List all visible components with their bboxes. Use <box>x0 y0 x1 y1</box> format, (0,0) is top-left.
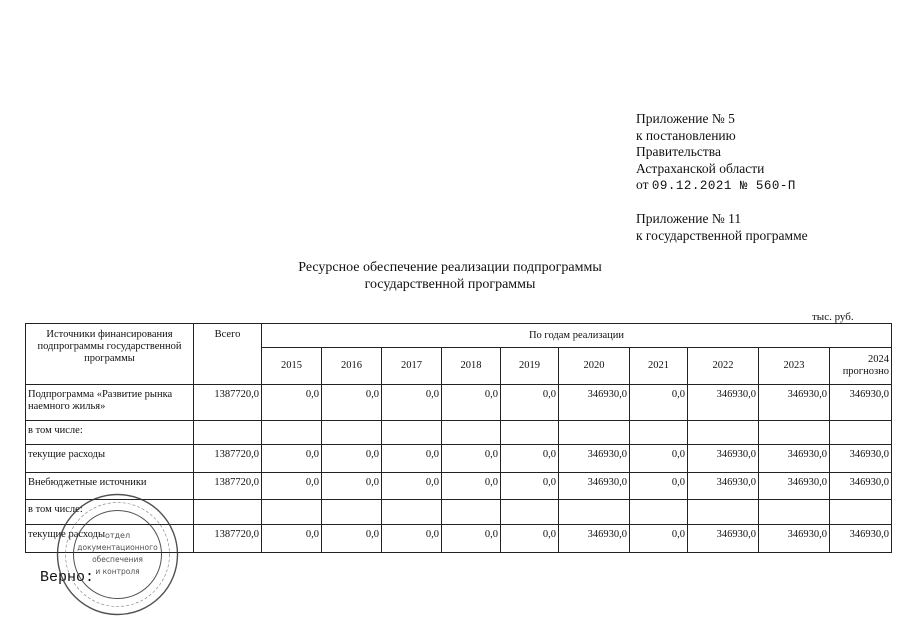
title-line1: Ресурсное обеспечение реализации подпрограммы <box>298 260 602 275</box>
row-value <box>262 421 322 445</box>
stamp-line3: обеспечения <box>92 555 143 564</box>
header-year-3: 2018 <box>442 348 501 385</box>
header-year-9: 2024 прогнозно <box>830 348 892 385</box>
header-year-6: 2021 <box>630 348 688 385</box>
row-value: 0,0 <box>322 473 382 500</box>
row-total: 1387720,0 <box>194 473 262 500</box>
row-value <box>501 421 559 445</box>
row-label: текущие расходы <box>26 525 194 553</box>
row-value: 0,0 <box>501 525 559 553</box>
row-value <box>759 421 830 445</box>
row-value <box>830 500 892 525</box>
stamp-line1: отдел <box>104 531 131 540</box>
row-value <box>442 500 501 525</box>
appendix-5-line1: Приложение № 5 <box>636 111 735 126</box>
row-value: 346930,0 <box>688 385 759 421</box>
row-value: 0,0 <box>442 445 501 473</box>
row-value <box>382 500 442 525</box>
row-value: 346930,0 <box>830 473 892 500</box>
row-value: 346930,0 <box>559 445 630 473</box>
row-label: в том числе: <box>26 500 194 525</box>
row-total <box>194 500 262 525</box>
date-prefix: от <box>636 177 649 192</box>
row-value: 0,0 <box>442 385 501 421</box>
header-year-5: 2020 <box>559 348 630 385</box>
row-value: 346930,0 <box>559 473 630 500</box>
header-row-1 <box>26 324 892 348</box>
row-value: 346930,0 <box>759 525 830 553</box>
header-year-1: 2016 <box>322 348 382 385</box>
row-value <box>688 500 759 525</box>
appendix-5-block <box>636 111 796 195</box>
row-value <box>501 500 559 525</box>
stamp-line4: и контроля <box>95 567 140 576</box>
row-value: 346930,0 <box>688 473 759 500</box>
table-row <box>26 421 892 445</box>
row-value: 0,0 <box>262 385 322 421</box>
row-value: 346930,0 <box>688 445 759 473</box>
appendix-5-line3: Правительства <box>636 144 721 159</box>
row-value <box>830 421 892 445</box>
row-value: 0,0 <box>442 473 501 500</box>
row-total: 1387720,0 <box>194 385 262 421</box>
row-value <box>322 500 382 525</box>
header-year-7: 2022 <box>688 348 759 385</box>
title-line2: государственной программы <box>364 277 536 292</box>
row-value: 0,0 <box>322 445 382 473</box>
row-value: 0,0 <box>501 473 559 500</box>
row-value <box>759 500 830 525</box>
row-value <box>630 500 688 525</box>
table-row <box>26 445 892 473</box>
row-value <box>630 421 688 445</box>
appendix-11-line2: к государственной программе <box>636 227 808 243</box>
row-value: 0,0 <box>442 525 501 553</box>
appendix-5-line4: Астраханской области <box>636 160 765 176</box>
appendix-5-line2: к постановлению <box>636 127 736 143</box>
table-row <box>26 385 892 421</box>
row-value: 0,0 <box>630 525 688 553</box>
row-value: 346930,0 <box>830 385 892 421</box>
row-label: в том числе: <box>26 421 194 445</box>
stamp-line2: документационного <box>77 543 158 552</box>
verno-label: Верно: <box>40 569 95 586</box>
row-value: 0,0 <box>262 473 322 500</box>
row-value: 0,0 <box>501 445 559 473</box>
row-label: Подпрограмма «Развитие рынка наемного жилья» <box>26 385 194 421</box>
row-value: 346930,0 <box>559 385 630 421</box>
row-value: 0,0 <box>262 525 322 553</box>
row-value: 346930,0 <box>759 473 830 500</box>
row-value: 0,0 <box>382 473 442 500</box>
document-title <box>250 259 650 293</box>
row-label: Внебюджетные источники <box>26 473 194 500</box>
row-value: 0,0 <box>382 525 442 553</box>
header-year-2: 2017 <box>382 348 442 385</box>
row-value: 0,0 <box>322 525 382 553</box>
row-value <box>559 500 630 525</box>
header-source: Источники финансирования подпрограммы государственной программы <box>26 324 194 385</box>
row-value: 0,0 <box>630 385 688 421</box>
row-value: 0,0 <box>382 385 442 421</box>
appendix-5-date-line <box>636 177 796 195</box>
row-value <box>322 421 382 445</box>
row-value <box>262 500 322 525</box>
units-label: тыс. руб. <box>812 311 854 323</box>
appendix-11-block <box>636 211 808 244</box>
header-year-8: 2023 <box>759 348 830 385</box>
row-value <box>442 421 501 445</box>
row-value: 346930,0 <box>688 525 759 553</box>
header-year-4: 2019 <box>501 348 559 385</box>
row-value: 346930,0 <box>559 525 630 553</box>
date-value: 09.12.2021 № 560-П <box>651 179 796 193</box>
row-value: 0,0 <box>322 385 382 421</box>
row-value: 0,0 <box>262 445 322 473</box>
row-total <box>194 421 262 445</box>
header-total: Всего <box>194 324 262 385</box>
row-value <box>382 421 442 445</box>
row-value: 346930,0 <box>759 445 830 473</box>
header-year-0: 2015 <box>262 348 322 385</box>
row-value: 346930,0 <box>759 385 830 421</box>
round-stamp <box>55 492 180 617</box>
row-value: 346930,0 <box>830 445 892 473</box>
row-value <box>688 421 759 445</box>
row-label: текущие расходы <box>26 445 194 473</box>
row-value: 0,0 <box>501 385 559 421</box>
row-total: 1387720,0 <box>194 445 262 473</box>
row-value: 0,0 <box>382 445 442 473</box>
row-value: 0,0 <box>630 445 688 473</box>
row-value <box>559 421 630 445</box>
row-total: 1387720,0 <box>194 525 262 553</box>
appendix-11-line1: Приложение № 11 <box>636 211 742 226</box>
row-value: 346930,0 <box>830 525 892 553</box>
header-years-group: По годам реализации <box>262 324 892 348</box>
row-value: 0,0 <box>630 473 688 500</box>
